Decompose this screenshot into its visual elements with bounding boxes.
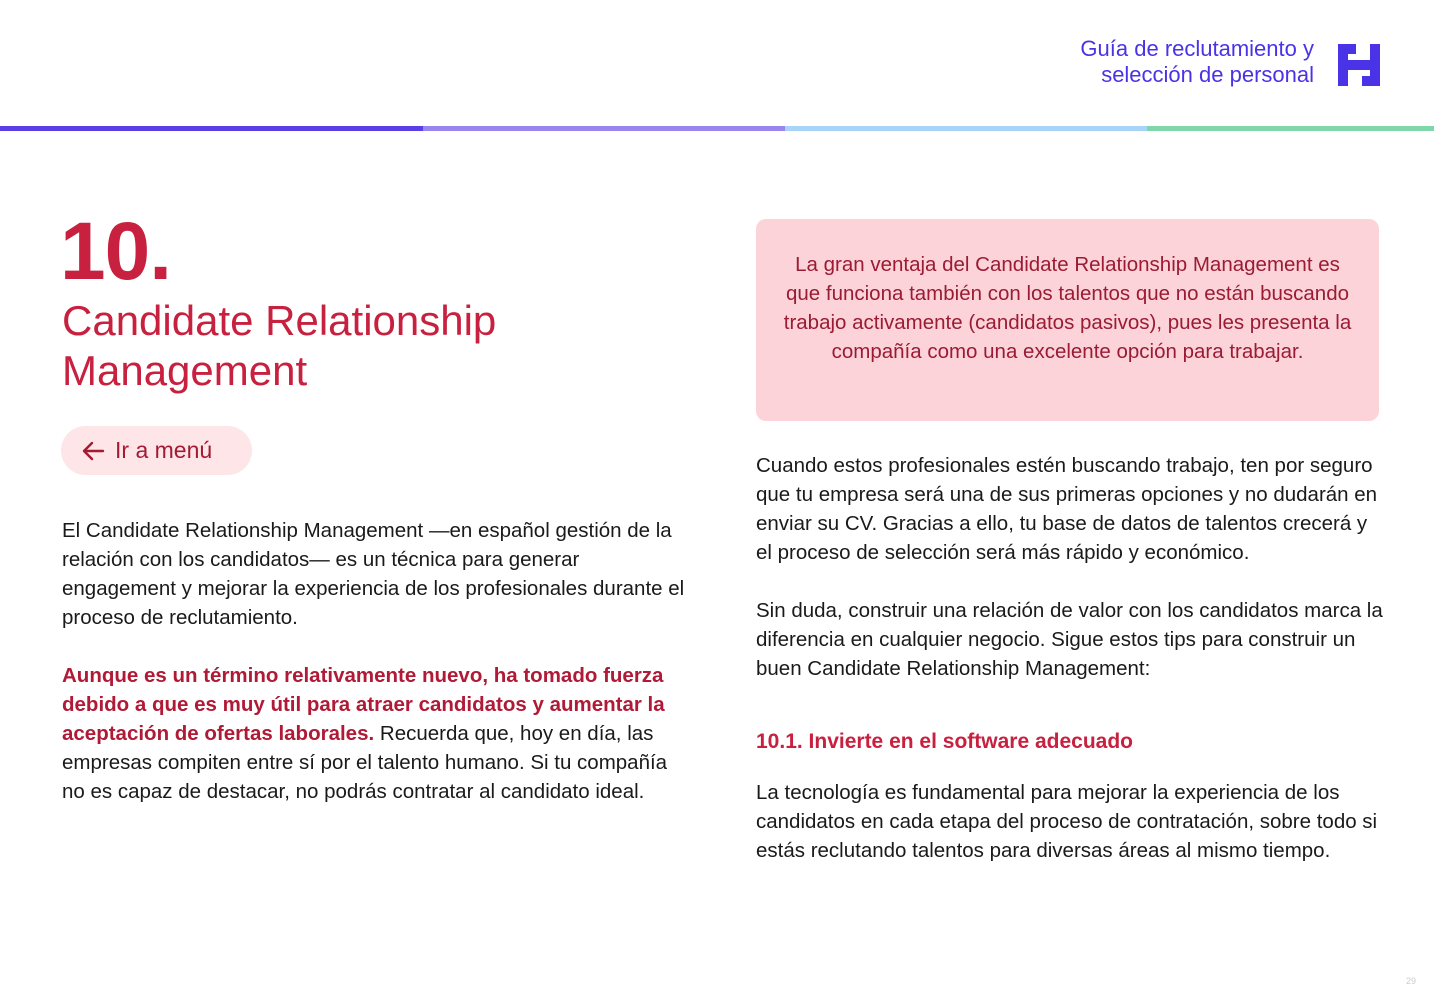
left-column-text xyxy=(62,516,687,835)
second-paragraph xyxy=(62,661,687,806)
header-divider xyxy=(0,126,1434,131)
callout-text: La gran ventaja del Candidate Relationship Management es que funciona también con los talentos que no están buscando trabajo activamente (candidatos pasivos), pues les presenta la compañía como una excelente opción para trabajar. xyxy=(783,253,1352,363)
arrow-left-icon xyxy=(81,440,105,462)
intro-paragraph: El Candidate Relationship Management —en español gestión de la relación con los candidatos— es un técnica para generar engagement y mejorar la experiencia de los profesionales durante el proceso de reclutamiento. xyxy=(62,519,685,629)
h-logo-icon xyxy=(1338,44,1380,86)
paragraph-text: Recuerda que, hoy en día, las empresas compiten entre sí por el talento humano. Si tu compañía no es capaz de destacar, no podrás contratar al candidato ideal. xyxy=(62,722,668,803)
highlighted-text: Aunque es un término relativamente nuevo, ha tomado fuerza debido a que es muy útil para atraer candidatos y aumentar la aceptación de ofertas laborales. xyxy=(62,664,665,745)
right-paragraph-3: La tecnología es fundamental para mejorar la experiencia de los candidatos en cada etapa del proceso de contratación, sobre todo si estás reclutando talentos para diversas áreas al mismo tiempo. xyxy=(756,781,1378,862)
header-title-line1: Guía de reclutamiento y xyxy=(1080,36,1314,61)
go-to-menu-button[interactable] xyxy=(61,426,252,475)
header-title-line2: selección de personal xyxy=(1101,62,1314,87)
chapter-number: 10. xyxy=(60,206,171,297)
menu-button-label: Ir a menú xyxy=(115,437,213,463)
right-paragraph-2: Sin duda, construir una relación de valor con los candidatos marca la diferencia en cualquier negocio. Sigue estos tips para construir un buen Candidate Relationship Management: xyxy=(756,599,1383,680)
right-column-text xyxy=(756,451,1386,865)
callout-box xyxy=(756,219,1379,421)
chapter-title: Candidate Relationship Management xyxy=(62,297,497,394)
right-paragraph-1: Cuando estos profesionales estén buscando trabajo, ten por seguro que tu empresa será una de sus primeras opciones y no dudarán en enviar su CV. Gracias a ello, tu base de datos de talentos crecerá y el proceso de selección será más rápido y económico. xyxy=(756,454,1378,564)
page-number: 29 xyxy=(1405,976,1416,986)
section-subheading: 10.1. Invierte en el software adecuado xyxy=(756,730,1133,753)
header-title xyxy=(1080,36,1314,88)
